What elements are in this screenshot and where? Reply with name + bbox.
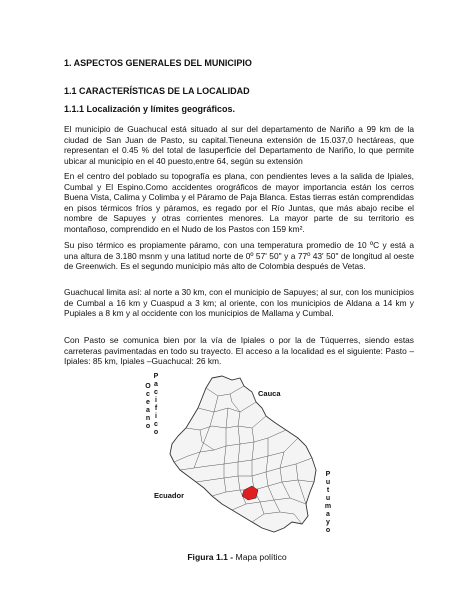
svg-text:P: P xyxy=(325,471,331,478)
svg-text:f: f xyxy=(154,405,158,412)
subsubsection-heading: 1.1.1 Localización y límites geográficos. xyxy=(64,104,236,114)
svg-text:c: c xyxy=(154,421,158,428)
svg-text:o: o xyxy=(153,429,159,436)
svg-text:m: m xyxy=(324,503,332,510)
svg-text:n: n xyxy=(145,415,151,422)
figure-caption-text: Mapa político xyxy=(233,552,287,562)
label-oceano xyxy=(145,383,151,430)
figure-caption-label: Figura 1.1 - xyxy=(187,552,234,562)
label-pacifico xyxy=(154,373,159,436)
svg-text:o: o xyxy=(145,423,151,430)
label-cauca: Cauca xyxy=(258,389,281,398)
svg-text:e: e xyxy=(146,399,150,406)
paragraph-access: Con Pasto se comunica bien por la vía de Ipiales o por la de Túquerres, siendo estas carreteras pavimentadas en todo su trayecto. El acceso a la localidad es el siguiente: Pasto – Ipiales: 85 km, Ipiales –Guachucal: 26 km. xyxy=(64,335,414,366)
paragraph-climate: Su piso térmico es propiamente páramo, con una temperatura promedio de 10 ºC y está a una altura de 3.180 msnm y una latitud norte de 0º 57' 50" y a 77º 43' 50" de longitud al oeste de Greenwich. Es el segundo municipio más alto de Colombia después de Vetas. xyxy=(64,240,414,271)
political-map xyxy=(140,372,340,547)
svg-text:a: a xyxy=(326,511,330,518)
subsection-heading: 1.1 CARACTERÍSTICAS DE LA LOCALIDAD xyxy=(64,86,250,96)
svg-text:a: a xyxy=(146,407,150,414)
svg-text:i: i xyxy=(155,397,157,404)
svg-text:u: u xyxy=(325,495,331,502)
paragraph-topography: En el centro del poblado su topografía es plana, con pendientes leves a la salida de Ipiales, Cumbal y El Espino.Como accidentes orográficos de mayor importancia están los cerros Buena Vista, Calima y Colimba y el Páramo de Paja Blanca. Estas tierras están comprendidas en pisos térmicos fríos y páramos, es regado por el Río Juntas, que más abajo recibe el nombre de Sapuyes y otras corrientes menores. La mayor parte de su territorio es montañoso, comprendido en el Nudo de los Pastos con 159 km². xyxy=(64,171,414,234)
label-putumayo xyxy=(325,471,331,534)
svg-text:O: O xyxy=(145,383,151,390)
svg-text:a: a xyxy=(154,381,158,388)
section-heading: 1. ASPECTOS GENERALES DEL MUNICIPIO xyxy=(64,58,252,68)
paragraph-location: El municipio de Guachucal está situado al sur del departamento de Nariño a 99 km de la ciudad de San Juan de Pasto, su capital.Tieneuna extensión de 15.037,0 hectáreas, que representan el 0.45 % del total de lasuperficie del Departamento de Nariño, lo que permite ubicar al municipio en el 40 puesto,entre 64, según su extensión xyxy=(64,124,414,166)
department-outline xyxy=(170,376,316,532)
svg-text:c: c xyxy=(146,391,150,398)
svg-text:o: o xyxy=(325,527,331,534)
svg-text:c: c xyxy=(154,389,158,396)
svg-text:P: P xyxy=(153,373,159,380)
svg-text:i: i xyxy=(155,413,157,420)
figure-caption xyxy=(0,552,474,562)
svg-text:y: y xyxy=(326,519,330,526)
svg-text:u: u xyxy=(325,479,331,486)
svg-text:t: t xyxy=(326,487,330,494)
label-ecuador: Ecuador xyxy=(154,491,185,500)
paragraph-limits: Guachucal limita así: al norte a 30 km, con el municipio de Sapuyes; al sur, con los municipios de Cumbal a 16 km y Cuaspud a 3 km; al oriente, con los municipios de Aldana a 14 km y Pupiales a 8 km y al occidente con los municipios de Mallama y Cumbal. xyxy=(64,287,414,318)
